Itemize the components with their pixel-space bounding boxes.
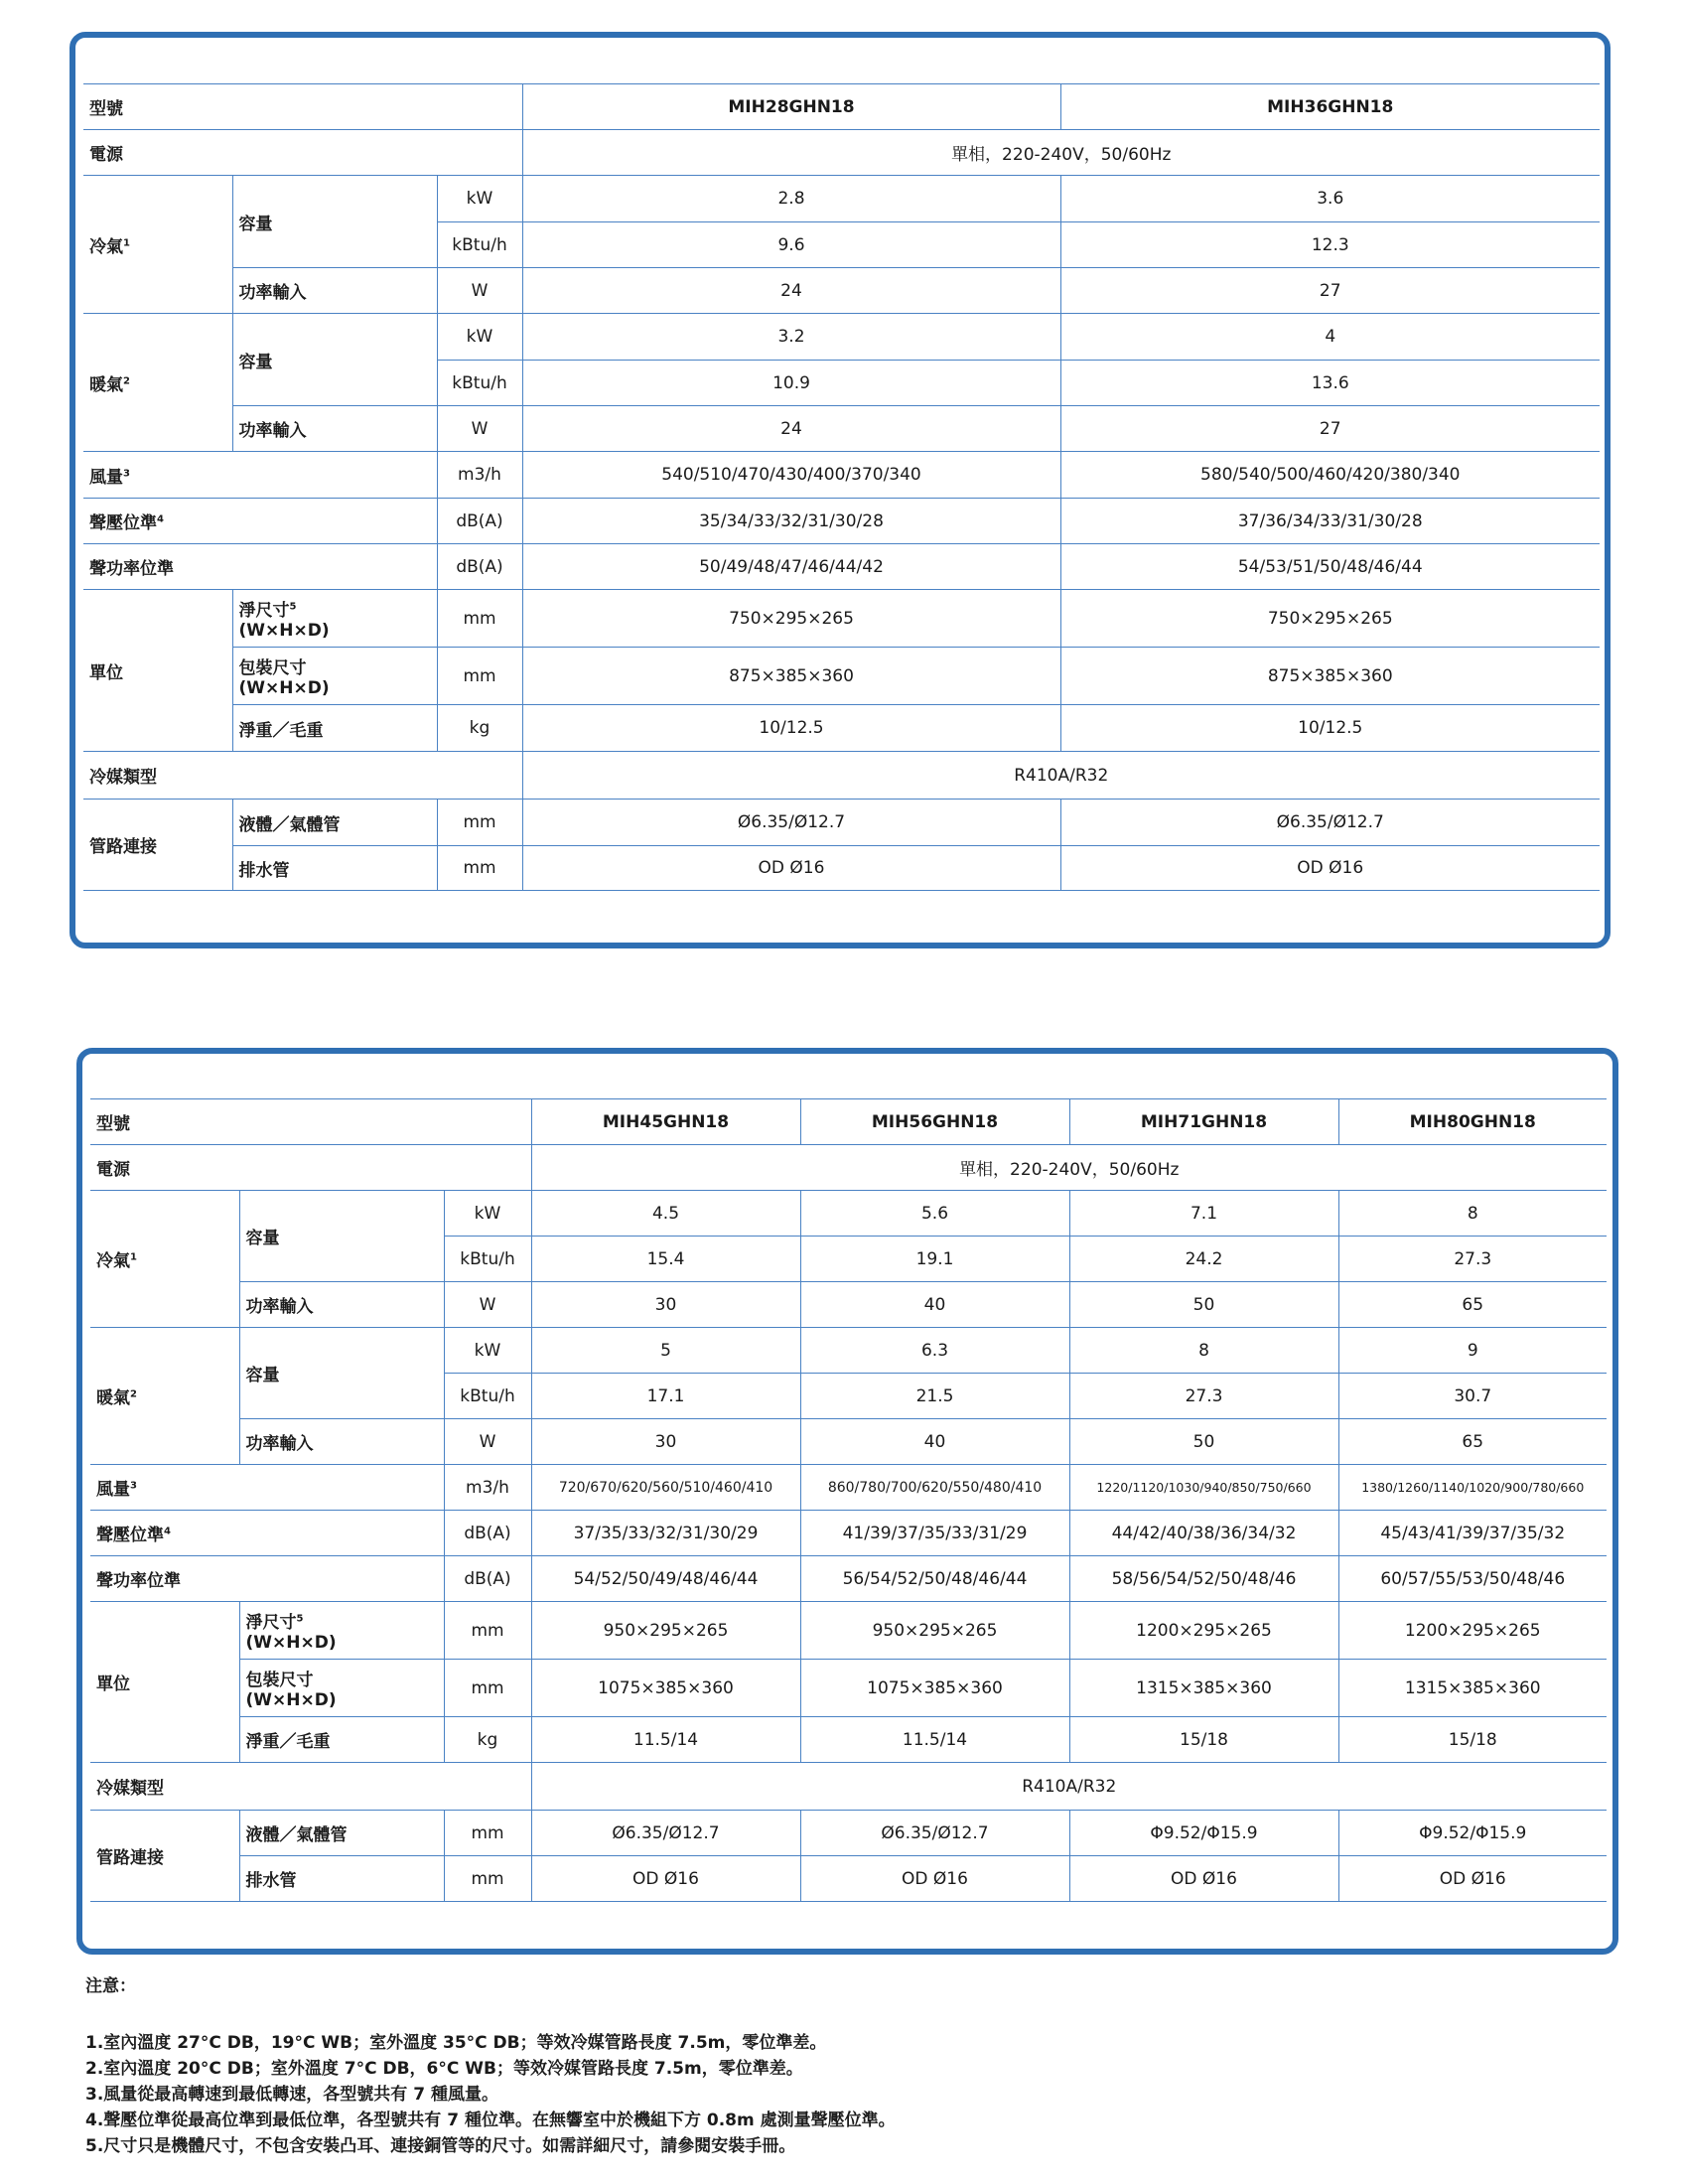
spec-value: 30.7 bbox=[1338, 1374, 1607, 1419]
cooling-label: 冷氣$^1$ bbox=[90, 1191, 239, 1328]
unit-label: kg bbox=[444, 1717, 531, 1763]
spec-value: 15/18 bbox=[1338, 1717, 1607, 1763]
unit-label: kg bbox=[437, 705, 522, 752]
spec-table-large-models bbox=[90, 1098, 1607, 1902]
spec-value: 44/42/40/38/36/34/32 bbox=[1069, 1511, 1338, 1556]
spec-value: 4 bbox=[1060, 314, 1600, 361]
table-row bbox=[83, 752, 1600, 800]
spec-value: 35/34/33/32/31/30/28 bbox=[522, 499, 1060, 544]
unit-label: mm bbox=[437, 800, 522, 846]
unit-label: kBtu/h bbox=[437, 222, 522, 268]
spec-value: 750×295×265 bbox=[1060, 590, 1600, 648]
spec-value: 1220/1120/1030/940/850/750/660 bbox=[1069, 1465, 1338, 1511]
table-row bbox=[83, 544, 1600, 590]
spec-value: Ø6.35/Ø12.7 bbox=[1060, 800, 1600, 846]
spec-value: 875×385×360 bbox=[1060, 648, 1600, 705]
table-row bbox=[90, 1660, 1607, 1717]
spec-value: 30 bbox=[531, 1419, 800, 1465]
unit-label: dB(A) bbox=[437, 544, 522, 590]
heating-input-label: 功率輸入 bbox=[232, 406, 437, 452]
spec-value: 50 bbox=[1069, 1419, 1338, 1465]
unit-label: mm bbox=[444, 1660, 531, 1717]
spec-value: 1075×385×360 bbox=[531, 1660, 800, 1717]
table-row bbox=[90, 1511, 1607, 1556]
note-item: 3.風量從最高轉速到最低轉速，各型號共有 7 種風量。 bbox=[85, 2085, 498, 2105]
spec-value: 5 bbox=[531, 1328, 800, 1374]
notes-section bbox=[85, 1971, 1575, 2159]
sound-pressure-label: 聲壓位準$^4$ bbox=[90, 1511, 444, 1556]
refrigerant-label: 冷媒類型 bbox=[83, 752, 522, 800]
note-item: 4.聲壓位準從最高位準到最低位準，各型號共有 7 種位準。在無響室中於機組下方 0.8m 處測量聲壓位準。 bbox=[85, 2111, 896, 2130]
spec-value: 1200×295×265 bbox=[1069, 1602, 1338, 1660]
spec-value: 27.3 bbox=[1069, 1374, 1338, 1419]
table-row bbox=[90, 1556, 1607, 1602]
spec-value: 950×295×265 bbox=[531, 1602, 800, 1660]
weight-label: 淨重／毛重 bbox=[232, 705, 437, 752]
spec-value: 17.1 bbox=[531, 1374, 800, 1419]
unit-label: mm bbox=[444, 1856, 531, 1902]
table-row bbox=[90, 1602, 1607, 1660]
piping-label: 管路連接 bbox=[90, 1811, 239, 1902]
spec-table-small-models bbox=[83, 83, 1600, 891]
drain-pipe-label: 排水管 bbox=[239, 1856, 444, 1902]
model-name: MIH80GHN18 bbox=[1338, 1099, 1607, 1145]
spec-value: 540/510/470/430/400/370/340 bbox=[522, 452, 1060, 499]
spec-value: Φ9.52/Φ15.9 bbox=[1069, 1811, 1338, 1856]
spec-value: 3.6 bbox=[1060, 176, 1600, 222]
spec-value: 15.4 bbox=[531, 1237, 800, 1282]
spec-value: 1315×385×360 bbox=[1338, 1660, 1607, 1717]
spec-value: 860/780/700/620/550/480/410 bbox=[800, 1465, 1069, 1511]
cooling-label: 冷氣$^1$ bbox=[83, 176, 232, 314]
heating-input-label: 功率輸入 bbox=[239, 1419, 444, 1465]
spec-value: 580/540/500/460/420/380/340 bbox=[1060, 452, 1600, 499]
drain-pipe-label: 排水管 bbox=[232, 846, 437, 891]
spec-value: 5.6 bbox=[800, 1191, 1069, 1237]
unit-label: W bbox=[444, 1419, 531, 1465]
spec-value: 21.5 bbox=[800, 1374, 1069, 1419]
unit-label: kBtu/h bbox=[437, 361, 522, 406]
table-row bbox=[83, 705, 1600, 752]
spec-value: 9.6 bbox=[522, 222, 1060, 268]
sound-power-label: 聲功率位準 bbox=[90, 1556, 444, 1602]
heating-label: 暖氣$^2$ bbox=[90, 1328, 239, 1465]
cooling-input-label: 功率輸入 bbox=[239, 1282, 444, 1328]
airflow-label: 風量$^3$ bbox=[83, 452, 437, 499]
table-row bbox=[90, 1811, 1607, 1856]
unit-label: W bbox=[444, 1282, 531, 1328]
spec-value: 10/12.5 bbox=[522, 705, 1060, 752]
spec-value: 6.3 bbox=[800, 1328, 1069, 1374]
unit-label: dB(A) bbox=[437, 499, 522, 544]
table-row bbox=[90, 1763, 1607, 1811]
unit-label: kBtu/h bbox=[444, 1374, 531, 1419]
notes-title: 注意： bbox=[85, 1976, 136, 1996]
cooling-capacity-label: 容量 bbox=[232, 176, 437, 268]
spec-value: Φ9.52/Φ15.9 bbox=[1338, 1811, 1607, 1856]
table-row bbox=[90, 1191, 1607, 1237]
table-row bbox=[90, 1717, 1607, 1763]
unit-label: kW bbox=[437, 176, 522, 222]
spec-value: 54/52/50/49/48/46/44 bbox=[531, 1556, 800, 1602]
table-row bbox=[83, 846, 1600, 891]
spec-value: 4.5 bbox=[531, 1191, 800, 1237]
spec-value: 41/39/37/35/33/31/29 bbox=[800, 1511, 1069, 1556]
net-size-label: 淨尺寸$^5$ (W×H×D) bbox=[232, 590, 437, 648]
spec-value: 24 bbox=[522, 268, 1060, 314]
table-row bbox=[83, 406, 1600, 452]
spec-value: 3.2 bbox=[522, 314, 1060, 361]
spec-value: 45/43/41/39/37/35/32 bbox=[1338, 1511, 1607, 1556]
table-row bbox=[83, 268, 1600, 314]
spec-value: 10/12.5 bbox=[1060, 705, 1600, 752]
sound-power-label: 聲功率位準 bbox=[83, 544, 437, 590]
spec-value: 15/18 bbox=[1069, 1717, 1338, 1763]
unit-label: dB(A) bbox=[444, 1511, 531, 1556]
refrigerant-value: R410A/R32 bbox=[531, 1763, 1607, 1811]
spec-value: 30 bbox=[531, 1282, 800, 1328]
sound-pressure-label: 聲壓位準$^4$ bbox=[83, 499, 437, 544]
spec-value: 10.9 bbox=[522, 361, 1060, 406]
heating-label: 暖氣$^2$ bbox=[83, 314, 232, 452]
table-row bbox=[90, 1465, 1607, 1511]
piping-label: 管路連接 bbox=[83, 800, 232, 891]
spec-value: 56/54/52/50/48/46/44 bbox=[800, 1556, 1069, 1602]
refrigerant-label: 冷媒類型 bbox=[90, 1763, 531, 1811]
spec-value: 12.3 bbox=[1060, 222, 1600, 268]
table-row bbox=[90, 1856, 1607, 1902]
spec-value: 65 bbox=[1338, 1282, 1607, 1328]
spec-value: 27 bbox=[1060, 406, 1600, 452]
spec-value: OD Ø16 bbox=[531, 1856, 800, 1902]
unit-label: mm bbox=[444, 1811, 531, 1856]
power-source-label: 電源 bbox=[90, 1145, 531, 1191]
table-row bbox=[83, 314, 1600, 361]
unit-label: W bbox=[437, 268, 522, 314]
unit-section-label: 單位 bbox=[83, 590, 232, 752]
table-row bbox=[83, 800, 1600, 846]
model-label: 型號 bbox=[83, 84, 522, 130]
spec-value: 13.6 bbox=[1060, 361, 1600, 406]
unit-label: m3/h bbox=[437, 452, 522, 499]
spec-value: Ø6.35/Ø12.7 bbox=[800, 1811, 1069, 1856]
pack-size-label: 包裝尺寸 (W×H×D) bbox=[232, 648, 437, 705]
spec-value: Ø6.35/Ø12.7 bbox=[522, 800, 1060, 846]
note-item: 5.尺寸只是機體尺寸，不包含安裝凸耳、連接銅管等的尺寸。如需詳細尺寸，請參閱安裝手冊。 bbox=[85, 2136, 796, 2156]
spec-value: 720/670/620/560/510/460/410 bbox=[531, 1465, 800, 1511]
model-label: 型號 bbox=[90, 1099, 531, 1145]
unit-label: kBtu/h bbox=[444, 1237, 531, 1282]
unit-label: kW bbox=[444, 1191, 531, 1237]
spec-value: 9 bbox=[1338, 1328, 1607, 1374]
spec-value: 11.5/14 bbox=[800, 1717, 1069, 1763]
unit-label: mm bbox=[437, 590, 522, 648]
table-row bbox=[83, 499, 1600, 544]
pack-size-label: 包裝尺寸 (W×H×D) bbox=[239, 1660, 444, 1717]
heating-capacity-label: 容量 bbox=[239, 1328, 444, 1419]
table-row bbox=[83, 84, 1600, 130]
spec-value: 19.1 bbox=[800, 1237, 1069, 1282]
table-row bbox=[90, 1282, 1607, 1328]
spec-value: 875×385×360 bbox=[522, 648, 1060, 705]
spec-value: OD Ø16 bbox=[1060, 846, 1600, 891]
spec-value: 8 bbox=[1338, 1191, 1607, 1237]
unit-label: mm bbox=[444, 1602, 531, 1660]
spec-value: OD Ø16 bbox=[1338, 1856, 1607, 1902]
spec-value: OD Ø16 bbox=[522, 846, 1060, 891]
spec-value: OD Ø16 bbox=[800, 1856, 1069, 1902]
spec-value: 54/53/51/50/48/46/44 bbox=[1060, 544, 1600, 590]
unit-label: kW bbox=[444, 1328, 531, 1374]
unit-label: W bbox=[437, 406, 522, 452]
spec-value: OD Ø16 bbox=[1069, 1856, 1338, 1902]
spec-value: 24.2 bbox=[1069, 1237, 1338, 1282]
unit-label: kW bbox=[437, 314, 522, 361]
spec-value: 2.8 bbox=[522, 176, 1060, 222]
spec-value: 950×295×265 bbox=[800, 1602, 1069, 1660]
spec-value: 58/56/54/52/50/48/46 bbox=[1069, 1556, 1338, 1602]
unit-label: m3/h bbox=[444, 1465, 531, 1511]
spec-value: 11.5/14 bbox=[531, 1717, 800, 1763]
model-name: MIH28GHN18 bbox=[522, 84, 1060, 130]
refrigerant-value: R410A/R32 bbox=[522, 752, 1600, 800]
spec-value: 50 bbox=[1069, 1282, 1338, 1328]
note-item: 2.室內溫度 20°C DB；室外溫度 7°C DB，6°C WB；等效冷媒管路長度 7.5m，零位準差。 bbox=[85, 2059, 803, 2079]
spec-value: 40 bbox=[800, 1419, 1069, 1465]
spec-value: Ø6.35/Ø12.7 bbox=[531, 1811, 800, 1856]
table-row bbox=[83, 452, 1600, 499]
spec-value: 50/49/48/47/46/44/42 bbox=[522, 544, 1060, 590]
spec-value: 1200×295×265 bbox=[1338, 1602, 1607, 1660]
table-row bbox=[83, 176, 1600, 222]
spec-value: 27 bbox=[1060, 268, 1600, 314]
airflow-label: 風量$^3$ bbox=[90, 1465, 444, 1511]
spec-value: 37/35/33/32/31/30/29 bbox=[531, 1511, 800, 1556]
heating-capacity-label: 容量 bbox=[232, 314, 437, 406]
net-size-label: 淨尺寸$^5$ (W×H×D) bbox=[239, 1602, 444, 1660]
spec-value: 750×295×265 bbox=[522, 590, 1060, 648]
spec-value: 1315×385×360 bbox=[1069, 1660, 1338, 1717]
spec-value: 40 bbox=[800, 1282, 1069, 1328]
unit-section-label: 單位 bbox=[90, 1602, 239, 1763]
table-row bbox=[90, 1328, 1607, 1374]
power-source-value: 單相，220-240V，50/60Hz bbox=[522, 130, 1600, 176]
unit-label: mm bbox=[437, 846, 522, 891]
liquid-gas-pipe-label: 液體／氣體管 bbox=[239, 1811, 444, 1856]
model-name: MIH36GHN18 bbox=[1060, 84, 1600, 130]
spec-value: 24 bbox=[522, 406, 1060, 452]
note-item: 1.室內溫度 27°C DB，19°C WB；室外溫度 35°C DB；等效冷媒管路長度 7.5m，零位準差。 bbox=[85, 2033, 827, 2053]
spec-value: 7.1 bbox=[1069, 1191, 1338, 1237]
table-row bbox=[83, 590, 1600, 648]
spec-value: 1380/1260/1140/1020/900/780/660 bbox=[1338, 1465, 1607, 1511]
spec-value: 8 bbox=[1069, 1328, 1338, 1374]
cooling-capacity-label: 容量 bbox=[239, 1191, 444, 1282]
table-row bbox=[83, 648, 1600, 705]
table-row bbox=[90, 1145, 1607, 1191]
model-name: MIH56GHN18 bbox=[800, 1099, 1069, 1145]
model-name: MIH45GHN18 bbox=[531, 1099, 800, 1145]
table-row bbox=[90, 1419, 1607, 1465]
liquid-gas-pipe-label: 液體／氣體管 bbox=[232, 800, 437, 846]
power-source-value: 單相，220-240V，50/60Hz bbox=[531, 1145, 1607, 1191]
spec-value: 60/57/55/53/50/48/46 bbox=[1338, 1556, 1607, 1602]
power-source-label: 電源 bbox=[83, 130, 522, 176]
spec-value: 37/36/34/33/31/30/28 bbox=[1060, 499, 1600, 544]
spec-value: 27.3 bbox=[1338, 1237, 1607, 1282]
weight-label: 淨重／毛重 bbox=[239, 1717, 444, 1763]
unit-label: dB(A) bbox=[444, 1556, 531, 1602]
model-name: MIH71GHN18 bbox=[1069, 1099, 1338, 1145]
table-row bbox=[90, 1099, 1607, 1145]
unit-label: mm bbox=[437, 648, 522, 705]
cooling-input-label: 功率輸入 bbox=[232, 268, 437, 314]
table-row bbox=[83, 130, 1600, 176]
spec-value: 1075×385×360 bbox=[800, 1660, 1069, 1717]
spec-value: 65 bbox=[1338, 1419, 1607, 1465]
